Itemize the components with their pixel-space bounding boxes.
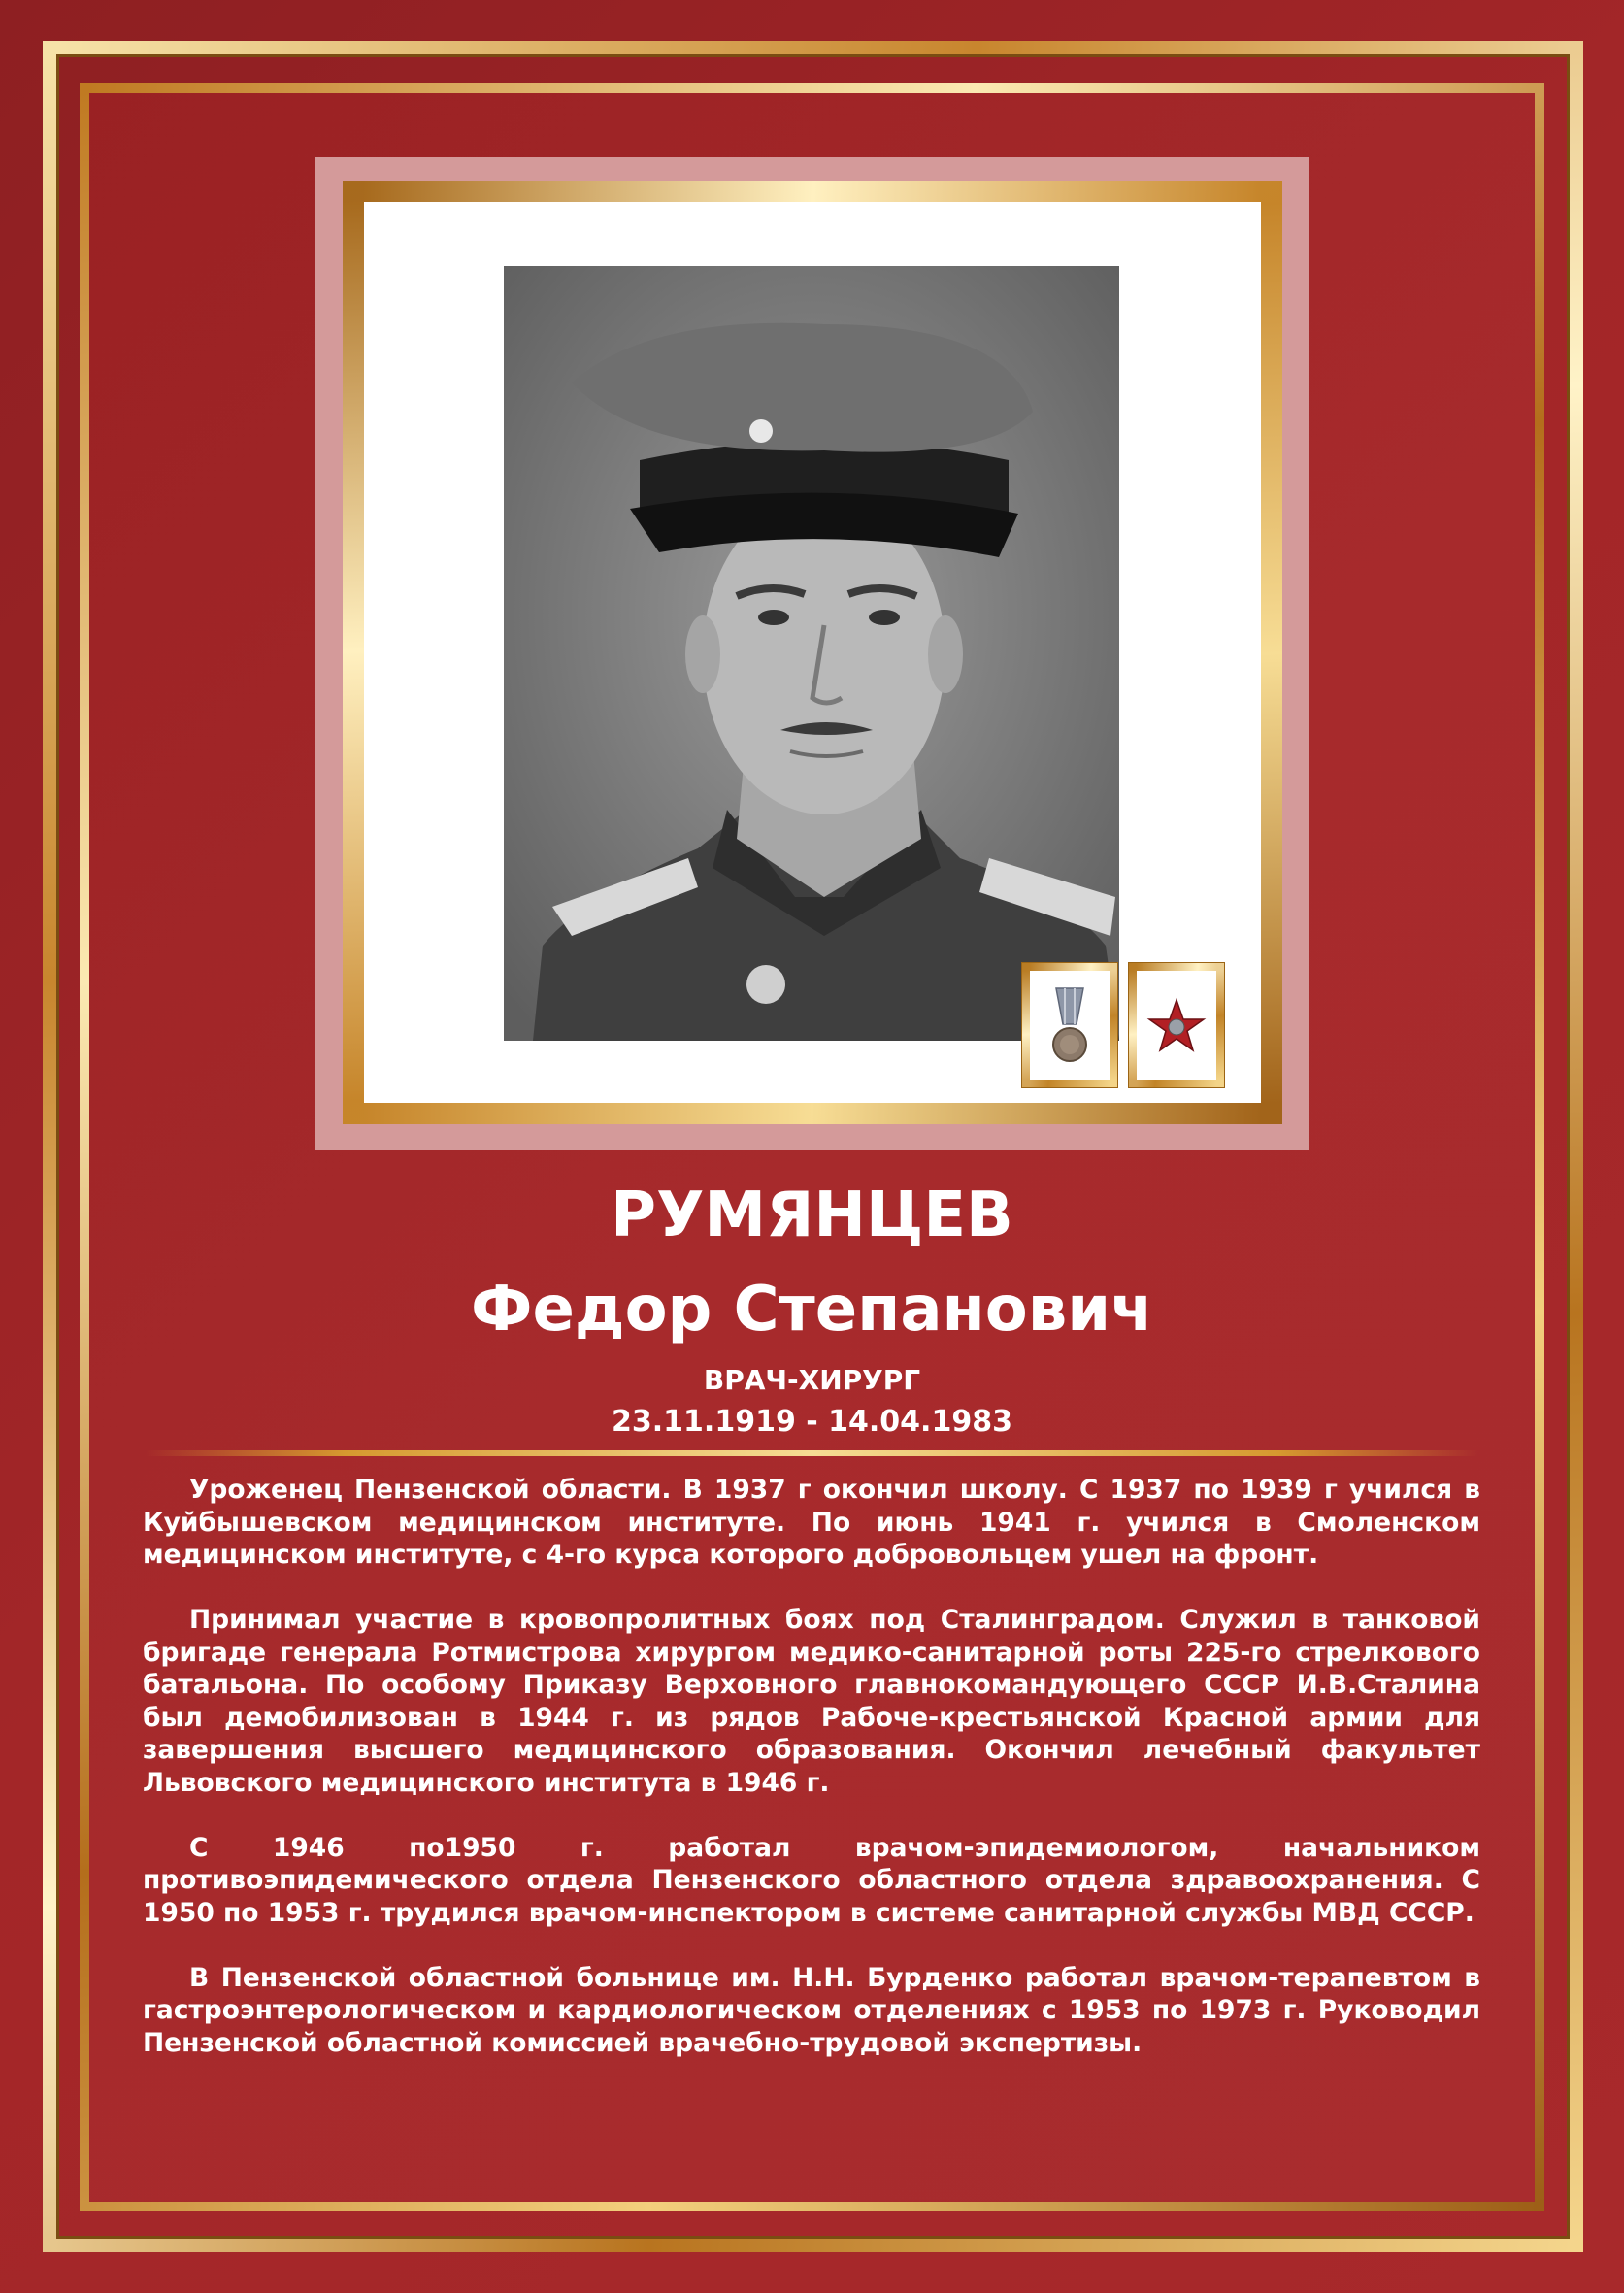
medal-award [1022,963,1117,1087]
order-award [1129,963,1224,1087]
gold-divider [146,1450,1478,1456]
life-dates: 23.11.1919 - 14.04.1983 [612,1405,1012,1439]
portrait-photo [504,266,1119,1041]
bio-paragraph: С 1946 по1950 г. работал врачом-эпидемиологом, начальником противоэпидемического отдела Пензенского областного отдела здравоохранения. С 1950 по 1953 г. трудился врачом-инспектором в системе санитарной службы МВД СССР. [143,1832,1480,1928]
biography [143,1474,1480,2092]
medal-icon [1030,971,1110,1080]
surname-heading: РУМЯНЦЕВ [611,1180,1013,1251]
red-star-order-icon [1137,971,1216,1080]
given-names-heading: Федор Степанович [471,1274,1153,1346]
bio-paragraph: Уроженец Пензенской области. В 1937 г окончил школу. С 1937 по 1939 г учился в Куйбышевском медицинском институте. По июнь 1941 г. учился в Смоленском медицинском институте, с 4-го курса которого добровольцем ушел на фронт. [143,1475,1480,1570]
portrait-illustration [504,266,1119,1041]
bio-paragraph: В Пензенской областной больнице им. Н.Н. Бурденко работал врачом-терапевтом в гастроэнтерологическом и кардиологическом отделениях с 1953 по 1973 г. Руководил Пензенской областной комиссией врачебно-трудовой экспертизы. [143,1962,1480,2058]
bio-paragraph: Принимал участие в кровопролитных боях под Сталинградом. Служил в танковой бригаде генерала Ротмистрова хирургом медико-санитарной роты 225-го стрелкового батальона. По особому Приказу Верховного главнокомандующего СССР И.В.Сталина был демобилизован в 1944 г. из рядов Рабоче-крестьянской Красной армии для завершения высшего медицинского образования. Окончил лечебный факультет Львовского медицинского института в 1946 г. [143,1605,1480,1798]
profession-label: ВРАЧ-ХИРУРГ [703,1364,921,1396]
